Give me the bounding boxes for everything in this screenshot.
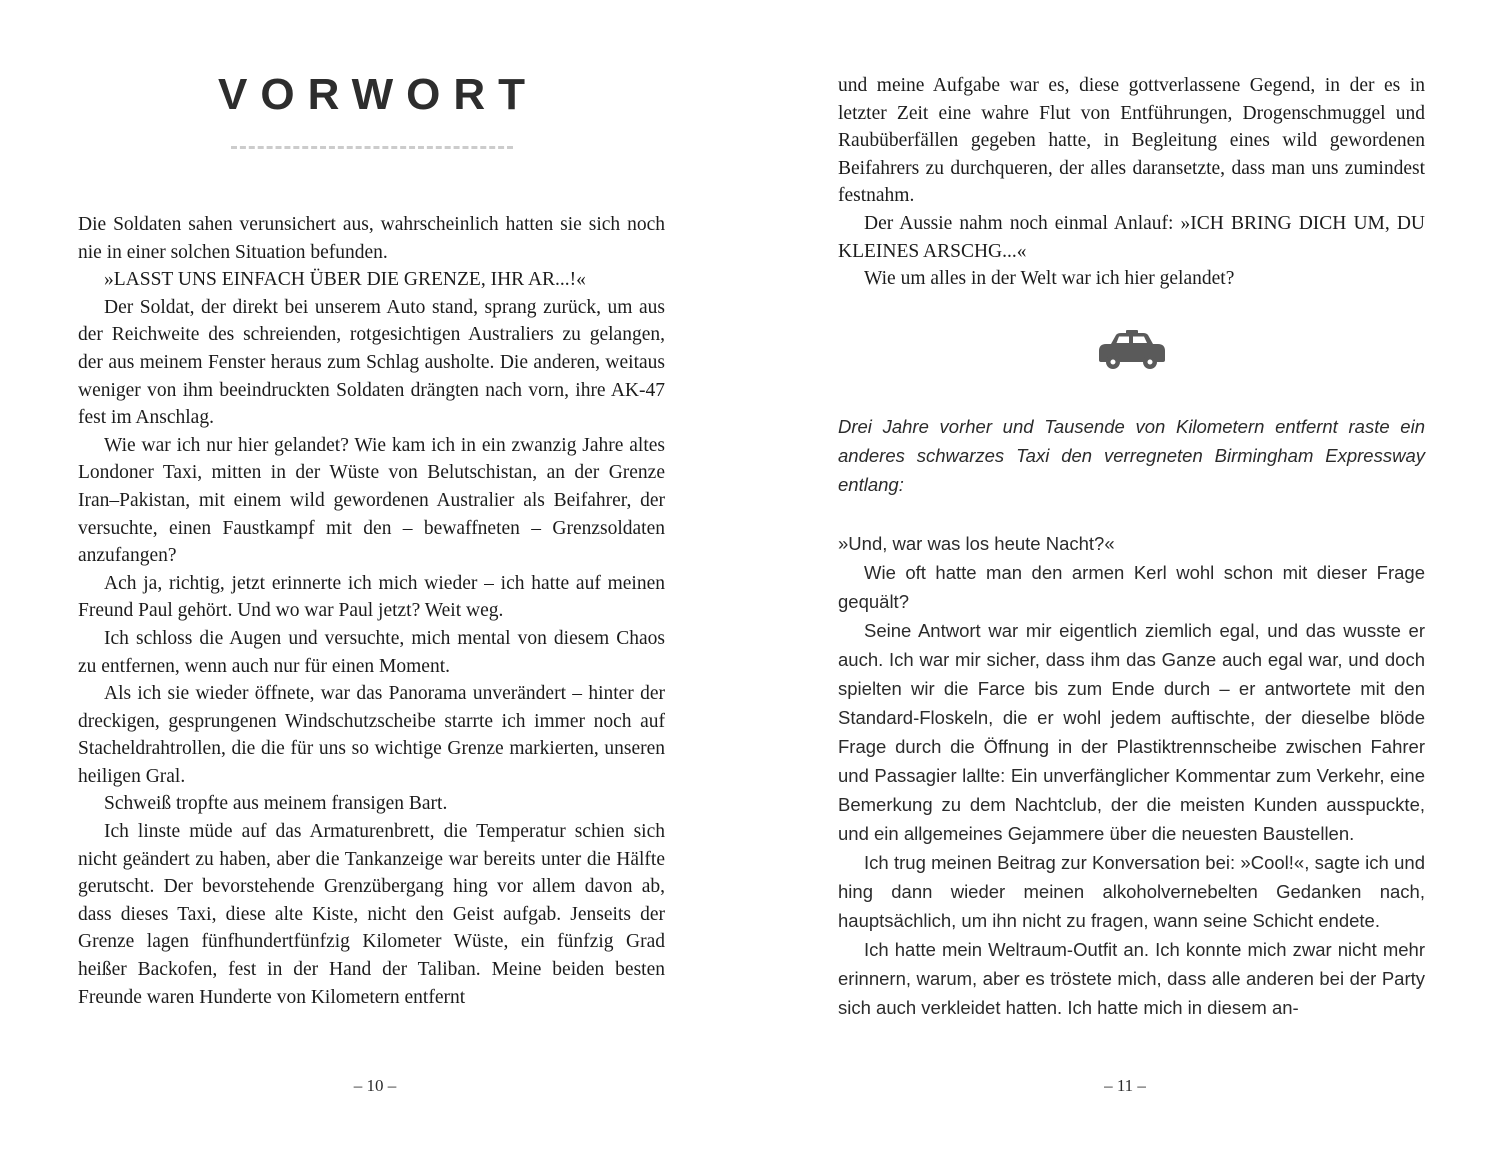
paragraph: Ich linste müde auf das Armaturenbrett, die Temperatur schien sich nicht geändert zu haben, aber die Tankanzeige war bereits unter die Hälfte gerutscht. Der bevorstehende Grenzübergang hing vor allem davon ab, dass dieses Taxi, diese alte Kiste, nicht den Geist aufgab. Jenseits der Grenze lagen fünfhundertfünfzig Kilometer Wüste, ein fünfzig Grad heißer Backofen, fest in der Hand der Taliban. Meine beiden besten Freunde waren Hunderte von Kilometern entfernt bbox=[78, 821, 665, 1008]
paragraph: »LASST UNS EINFACH ÜBER DIE GRENZE, IHR AR...!« bbox=[104, 269, 586, 291]
section-break bbox=[838, 329, 1425, 378]
left-page-body bbox=[78, 211, 665, 1011]
paragraph: und meine Aufgabe war es, diese gottverlassene Gegend, in der es in letzter Zeit eine wahre Flut von Entführungen, Drogenschmuggel und Raubüberfällen gegeben hatte, in Begleitung eines wild gewordenen Beifahrers zu durchqueren, der alles daransetzte, dass man uns zumindest festnahm. bbox=[838, 75, 1425, 207]
paragraph: Ach ja, richtig, jetzt erinnerte ich mich wieder – ich hatte auf meinen Freund Paul gehört. Und wo war Paul jetzt? Weit weg. bbox=[78, 572, 665, 622]
page-number-right: – 11 – bbox=[1104, 1076, 1146, 1095]
chapter-title: VORWORT bbox=[218, 70, 538, 119]
taxi-icon bbox=[1095, 360, 1169, 377]
paragraph: Als ich sie wieder öffnete, war das Panorama unverändert – hinter der dreckigen, gesprungenen Windschutzscheibe starrte ich immer noch auf Stacheldrahtrollen, die die für uns so wichtige Grenze markierten, unseren heiligen Gral. bbox=[78, 683, 665, 787]
left-page-content bbox=[0, 0, 750, 1011]
paragraph: Wie oft hatte man den armen Kerl wohl schon mit dieser Frage gequält? bbox=[838, 561, 1425, 612]
right-page-sans-body bbox=[838, 529, 1425, 1022]
scene-change-intro: Drei Jahre vorher und Tausende von Kilometern entfernt raste ein anderes schwarzes Taxi den verregneten Birmingham Expressway entlang: bbox=[838, 415, 1425, 495]
paragraph: Schweiß tropfte aus meinem fransigen Bart. bbox=[104, 793, 448, 815]
right-page-serif-body bbox=[838, 72, 1425, 293]
right-page bbox=[750, 0, 1500, 1154]
paragraph: Der Soldat, der direkt bei unserem Auto stand, sprang zurück, um aus der Reichweite des schreienden, rotgesichtigen Australiers zu gelangen, der aus meinem Fenster heraus zum Schlag ausholte. Die anderen, weitaus weniger von ihm beeindruckten Soldaten drängten nach vorn, ihre AK-47 fest im Anschlag. bbox=[78, 296, 665, 429]
paragraph: Wie war ich nur hier gelandet? Wie kam ich in ein zwanzig Jahre altes Londoner Taxi, mitten in der Wüste von Belutschistan, an der Grenze Iran–Pakistan, mit einem wild gewordenen Australier als Beifahrer, der versuchte, einen Faustkampf mit den – bewaffneten – Grenzsoldaten anzufangen? bbox=[78, 434, 665, 567]
paragraph: Der Aussie nahm noch einmal Anlauf: »ICH BRING DICH UM, DU KLEINES ARSCHG...« bbox=[838, 212, 1425, 262]
paragraph: Seine Antwort war mir eigentlich ziemlich egal, und das wusste er auch. Ich war mir sicher, dass ihm das Ganze auch egal war, und doch spielten wir die Farce bis zum Ende durch – er antwortete mit den Standard-Floskeln, die er wohl jedem auftischte, der dieselbe blöde Frage durch die Öffnung in der Plastiktrennscheibe zwischen Fahrer und Passagier lallte: Ein unverfänglicher Kommentar zum Verkehr, eine Bemerkung zu dem Nachtclub, der die meisten Kunden ausspuckte, und ein allgemeines Gejammere über die neuesten Baustellen. bbox=[838, 619, 1425, 844]
paragraph: »Und, war was los heute Nacht?« bbox=[838, 532, 1115, 554]
right-page-content bbox=[750, 0, 1500, 1022]
paragraph: Ich schloss die Augen und versuchte, mich mental von diesem Chaos zu entfernen, wenn auch nur für einen Moment. bbox=[78, 627, 665, 677]
paragraph: Ich hatte mein Weltraum-Outfit an. Ich konnte mich zwar nicht mehr erinnern, warum, aber es tröstete mich, dass alle anderen bei der Party sich auch verkleidet hatten. Ich hatte mich in diesem an- bbox=[838, 938, 1425, 1018]
page-number-left: – 10 – bbox=[353, 1076, 397, 1095]
paragraph: Ich trug meinen Beitrag zur Konversation bei: »Cool!«, sagte ich und hing dann wieder meinen alkoholvernebelten Gedanken nach, hauptsächlich, um ihn nicht zu fragen, wann seine Schicht endete. bbox=[838, 851, 1425, 931]
paragraph: Die Soldaten sahen verunsichert aus, wahrscheinlich hatten sie sich noch nie in einer solchen Situation befunden. bbox=[78, 214, 665, 263]
title-divider-dashes bbox=[231, 146, 513, 149]
paragraph: Wie um alles in der Welt war ich hier gelandet? bbox=[864, 268, 1235, 290]
